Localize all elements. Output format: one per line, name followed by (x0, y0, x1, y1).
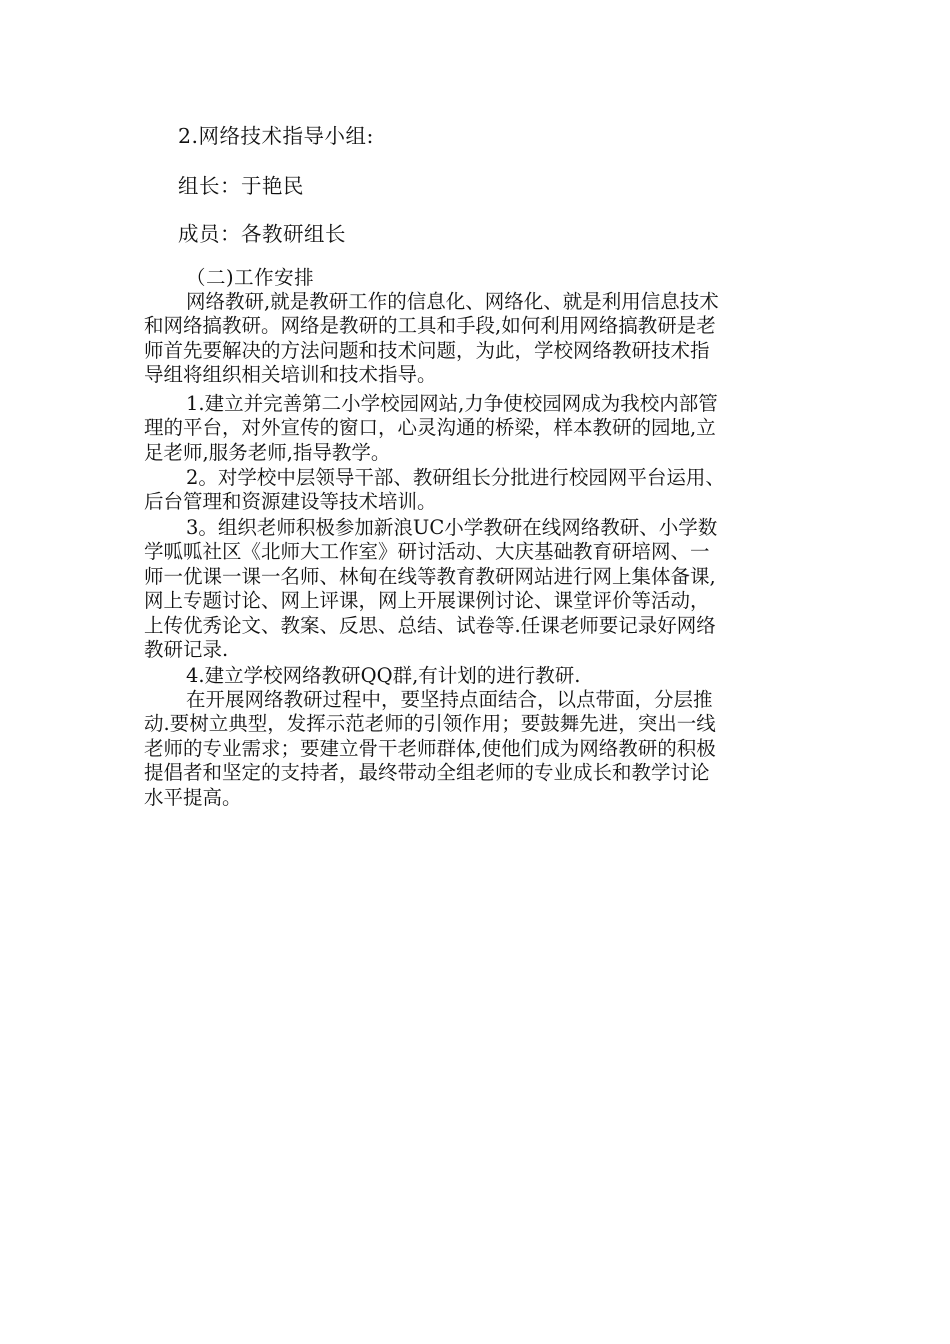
paragraph-line: 网络教研,就是教研工作的信息化、网络化、就是利用信息技术 (186, 290, 719, 313)
paragraph-line: 理的平台，对外宣传的窗口，心灵沟通的桥梁，样本教研的园地,立 (144, 416, 716, 440)
paragraph-line: 网上专题讨论、网上评课，网上开展课例讨论、课堂评价等活动， (144, 589, 710, 613)
paragraph-conclusion (144, 688, 816, 810)
paragraph-line: 在开展网络教研过程中，要坚持点面结合，以点带面，分层推 (186, 688, 713, 711)
paragraph-item-1-website (144, 392, 816, 465)
paragraph-line: 1.建立并完善第二小学校园网站,力争使校园网成为我校内部管 (186, 392, 718, 415)
paragraph-line: 2。对学校中层领导干部、教研组长分批进行校园网平台运用、 (186, 466, 725, 489)
paragraph-item-4-qq-group (144, 664, 816, 688)
paragraph-line: 和网络搞教研。网络是教研的工具和手段,如何利用网络搞教研是老 (144, 314, 716, 338)
paragraph-line: 提倡者和坚定的支持者，最终带动全组老师的专业成长和教学讨论 (144, 761, 710, 785)
paragraph-line: 4.建立学校网络教研QQ群,有计划的进行教研. (186, 664, 581, 687)
paragraph-line: 水平提高。 (144, 785, 242, 809)
paragraph-line: 学呱呱社区《北师大工作室》研讨活动、大庆基础教育研培网、一 (144, 540, 710, 564)
group-members-line: 成员：各教研组长 (178, 222, 346, 246)
paragraph-line: 师一优课一课一名师、林甸在线等教育教研网站进行网上集体备课, (144, 564, 716, 588)
paragraph-line: 足老师,服务老师,指导教学。 (144, 440, 391, 464)
heading-network-tech-group: 2.网络技术指导小组: (178, 124, 374, 148)
group-leader-line: 组长：于艳民 (178, 174, 304, 198)
paragraph-line: 导组将组织相关培训和技术指导。 (144, 363, 437, 387)
paragraph-line: 教研记录. (144, 637, 229, 661)
paragraph-item-3-online-activities (144, 516, 816, 662)
paragraph-item-2-training (144, 466, 816, 515)
paragraph-network-research-intro (144, 290, 816, 388)
section-title-work-arrangement: （二)工作安排 (186, 266, 315, 289)
paragraph-line: 动.要树立典型，发挥示范老师的引领作用；要鼓舞先进，突出一线 (144, 712, 716, 736)
paragraph-line: 3。组织老师积极参加新浪UC小学教研在线网络教研、小学数 (186, 516, 718, 539)
paragraph-line: 老师的专业需求；要建立骨干老师群体,使他们成为网络教研的积极 (144, 736, 716, 760)
paragraph-line: 后台管理和资源建设等技术培训。 (144, 490, 437, 514)
paragraph-line: 上传优秀论文、教案、反思、总结、试卷等.任课老师要记录好网络 (144, 613, 716, 637)
paragraph-line: 师首先要解决的方法问题和技术问题，为此，学校网络教研技术指 (144, 338, 710, 362)
